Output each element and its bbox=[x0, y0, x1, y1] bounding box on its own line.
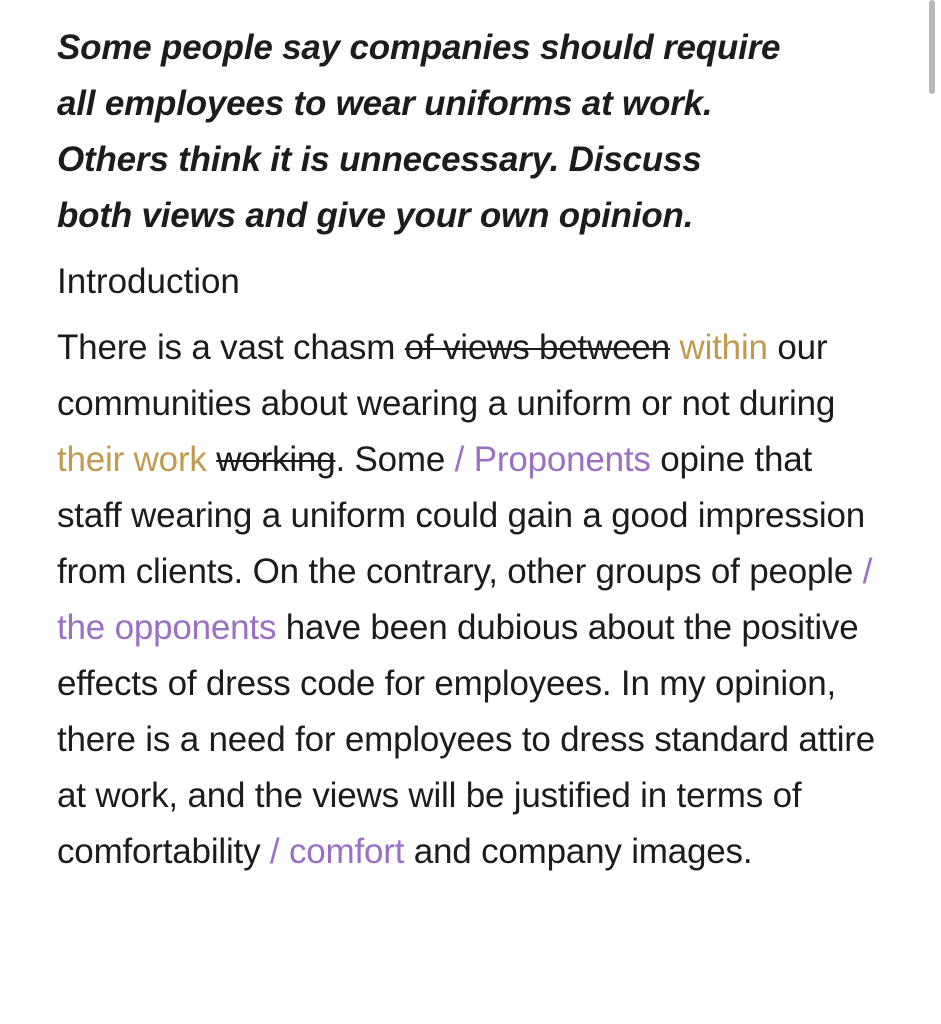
prompt-line: both views and give your own opinion. bbox=[57, 196, 694, 235]
alternative-text: / the opponents bbox=[57, 552, 873, 647]
text-run: and company images. bbox=[404, 832, 753, 871]
alternative-text: / comfort bbox=[269, 832, 405, 871]
text-run: our communities about wearing a uniform or not during bbox=[57, 328, 836, 423]
prompt-line: all employees to wear uniforms at work. bbox=[57, 84, 713, 123]
essay-prompt bbox=[57, 20, 881, 244]
text-run: There is a vast chasm bbox=[57, 328, 405, 367]
text-run: opine that staff wearing a uniform could gain a good impression from clients. On the contrary, other groups of people bbox=[57, 440, 866, 591]
text-run: . bbox=[335, 440, 345, 479]
text-run: Some bbox=[344, 440, 455, 479]
prompt-line: Some people say companies should require bbox=[57, 28, 781, 67]
scrollbar[interactable] bbox=[929, 0, 935, 94]
text-run bbox=[207, 440, 217, 479]
introduction-paragraph bbox=[57, 320, 881, 880]
text-run: have been dubious about the positive effects of dress code for employees. In my opinion, there is a need for employees to dress standard attire at work, and the views will be justified in terms of comfortability bbox=[57, 608, 875, 871]
deleted-text: of views between bbox=[404, 328, 670, 367]
inserted-text: their work bbox=[57, 440, 207, 479]
section-heading: Introduction bbox=[57, 262, 240, 301]
alternative-text: / Proponents bbox=[454, 440, 651, 479]
deleted-text: working bbox=[216, 440, 336, 479]
prompt-line: Others think it is unnecessary. Discuss bbox=[57, 140, 702, 179]
inserted-text: within bbox=[679, 328, 768, 367]
